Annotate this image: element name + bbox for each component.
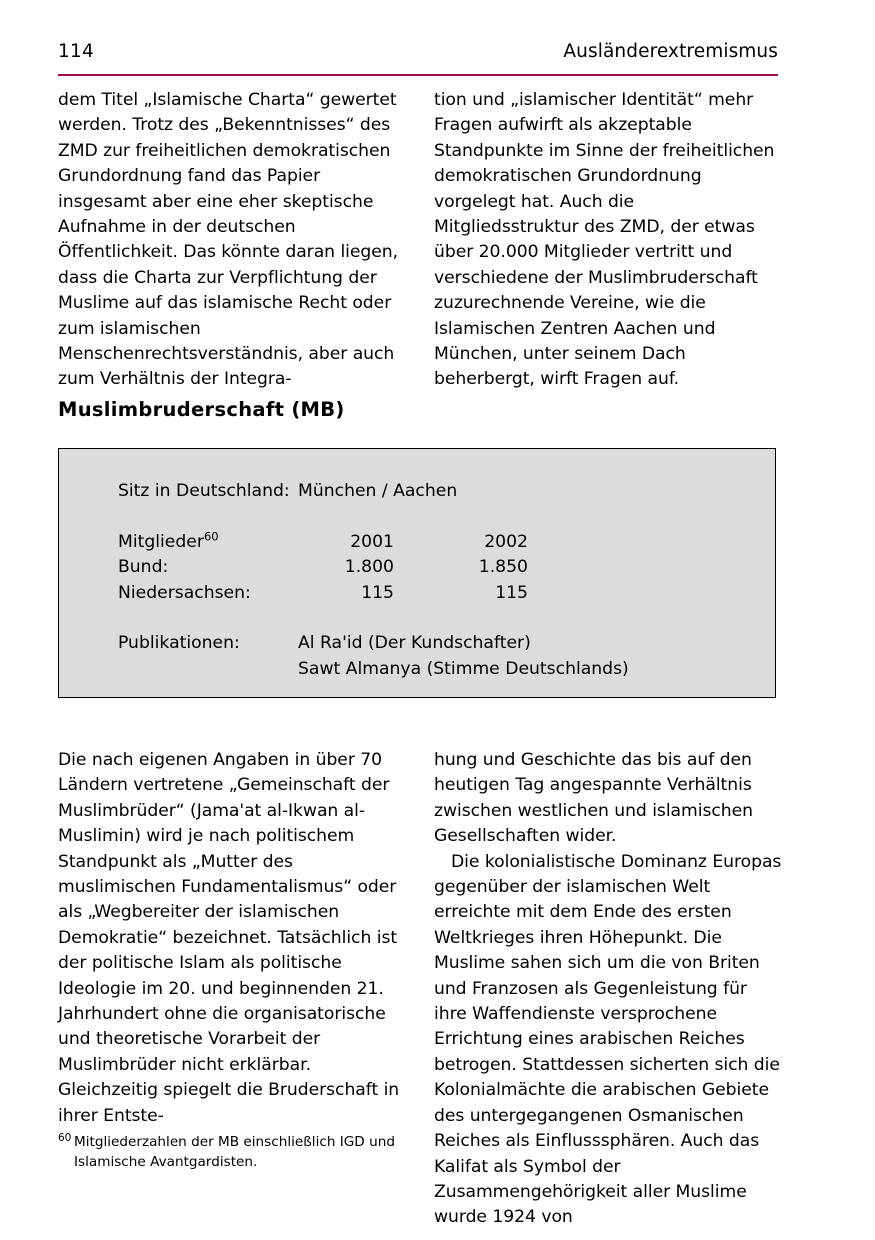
- section-heading: Muslimbruderschaft (MB): [58, 398, 345, 421]
- footnote-text: Mitgliederzahlen der MB einschließlich IGD und Islamische Avantgardisten.: [74, 1134, 395, 1170]
- info-row-bund: [118, 555, 758, 581]
- body-column-bottom-left: [58, 748, 404, 1129]
- info-row-publications: [118, 631, 758, 682]
- spacer: [118, 505, 758, 530]
- members-year-2001: 2001: [350, 531, 394, 552]
- bund-value-2001: 1.800: [344, 557, 394, 577]
- bund-label: Bund:: [118, 557, 169, 577]
- bund-value-2002: 1.850: [478, 557, 528, 577]
- info-box-content: [118, 479, 758, 682]
- organization-info-box: [58, 448, 776, 698]
- members-label-text: Mitglieder: [118, 531, 204, 552]
- publications-values: [298, 631, 629, 682]
- page-header: [58, 40, 778, 76]
- seat-label: Sitz in Deutschland:: [118, 481, 290, 501]
- paragraph: Die kolonialistische Dominanz Europas gegenüber der islamischen Welt erreichte mit dem Ende des ersten Weltkrieges ihren Höhepunkt. Die Muslime sahen sich um die von Briten und Franzosen als Gegenleistung für ihre Waffendienste versprochene Errichtung eines arabischen Reiches betrogen. Stattdessen sicherten sich die Kolonialmächte die arabischen Gebiete des untergegangenen Osmanischen Reiches als Einflusssphären. Auch das Kalifat als Symbol der Zusammengehörigkeit aller Muslime wurde 1924 von: [434, 851, 782, 1228]
- niedersachsen-value-2002: 115: [495, 582, 528, 603]
- running-title: Ausländerextremismus: [563, 41, 778, 62]
- paragraph: tion und „islamischer Identität“ mehr Fragen aufwirft als akzeptable Standpunkte im Sinne der freiheitlichen demokratischen Grundordnung vorgelegt hat. Auch die Mitgliedsstruktur des ZMD, der etwas über 20.000 Mitglieder vertritt und verschiedene der Muslimbruderschaft zuzurechnende Vereine, wie die Islamischen Zentren Aachen und München, unter seinem Dach beherbergt, wirft Fragen auf.: [434, 90, 775, 390]
- paragraph: Die nach eigenen Angaben in über 70 Ländern vertretene „Gemeinschaft der Muslimbrüder“ (Jama'at al-Ikwan al-Muslimin) wird je nach politischem Standpunkt als „Mutter des muslimischen Fundamentalismus“ oder als „Wegbereiter der islamischen Demokratie“ bezeichnet. Tatsächlich ist der politische Islam als politische Ideologie im 20. und beginnenden 21. Jahrhundert ohne die organisatorische und theoretische Vorarbeit der Muslimbrüder nicht erklärbar. Gleichzeitig spiegelt die Bruderschaft in ihrer Entste-: [58, 750, 400, 1126]
- seat-value: München / Aachen: [298, 481, 458, 501]
- footnote-row: [58, 1132, 408, 1172]
- paragraph: hung und Geschichte das bis auf den heutigen Tag angespannte Verhältnis zwischen westlichen und islamischen Gesellschaften wider.: [434, 750, 753, 847]
- footnote-marker: 60: [58, 1132, 72, 1144]
- info-row-members-header: [118, 530, 758, 556]
- page-number: 114: [58, 41, 94, 62]
- members-label: [118, 530, 298, 556]
- niedersachsen-label: Niedersachsen:: [118, 582, 251, 603]
- body-column-top-right: [434, 88, 782, 393]
- info-row-niedersachsen: [118, 581, 758, 607]
- members-footnote-marker: 60: [203, 528, 219, 543]
- publications-label: Publikationen:: [118, 633, 240, 653]
- publication-item: Sawt Almanya (Stimme Deutschlands): [298, 658, 629, 679]
- body-column-bottom-right: [434, 748, 784, 1231]
- publication-item: Al Ra'id (Der Kundschafter): [298, 633, 531, 653]
- info-row-seat: [118, 479, 758, 505]
- members-year-2002: 2002: [484, 531, 528, 552]
- paragraph: dem Titel „Islamische Charta“ gewertet werden. Trotz des „Bekenntnisses“ des ZMD zur freiheitlichen demokratischen Grundordnung fand das Papier insgesamt aber eine eher skeptische Aufnahme in der deutschen Öffentlichkeit. Das könnte daran liegen, dass die Charta zur Verpflichtung der Muslime auf das islamische Recht oder zum islamischen Menschenrechtsverständnis, aber auch zum Verhältnis der Integra-: [58, 90, 399, 390]
- body-column-top-left: [58, 88, 404, 393]
- footnote: [58, 1132, 408, 1172]
- niedersachsen-value-2001: 115: [361, 582, 394, 603]
- spacer: [118, 606, 758, 631]
